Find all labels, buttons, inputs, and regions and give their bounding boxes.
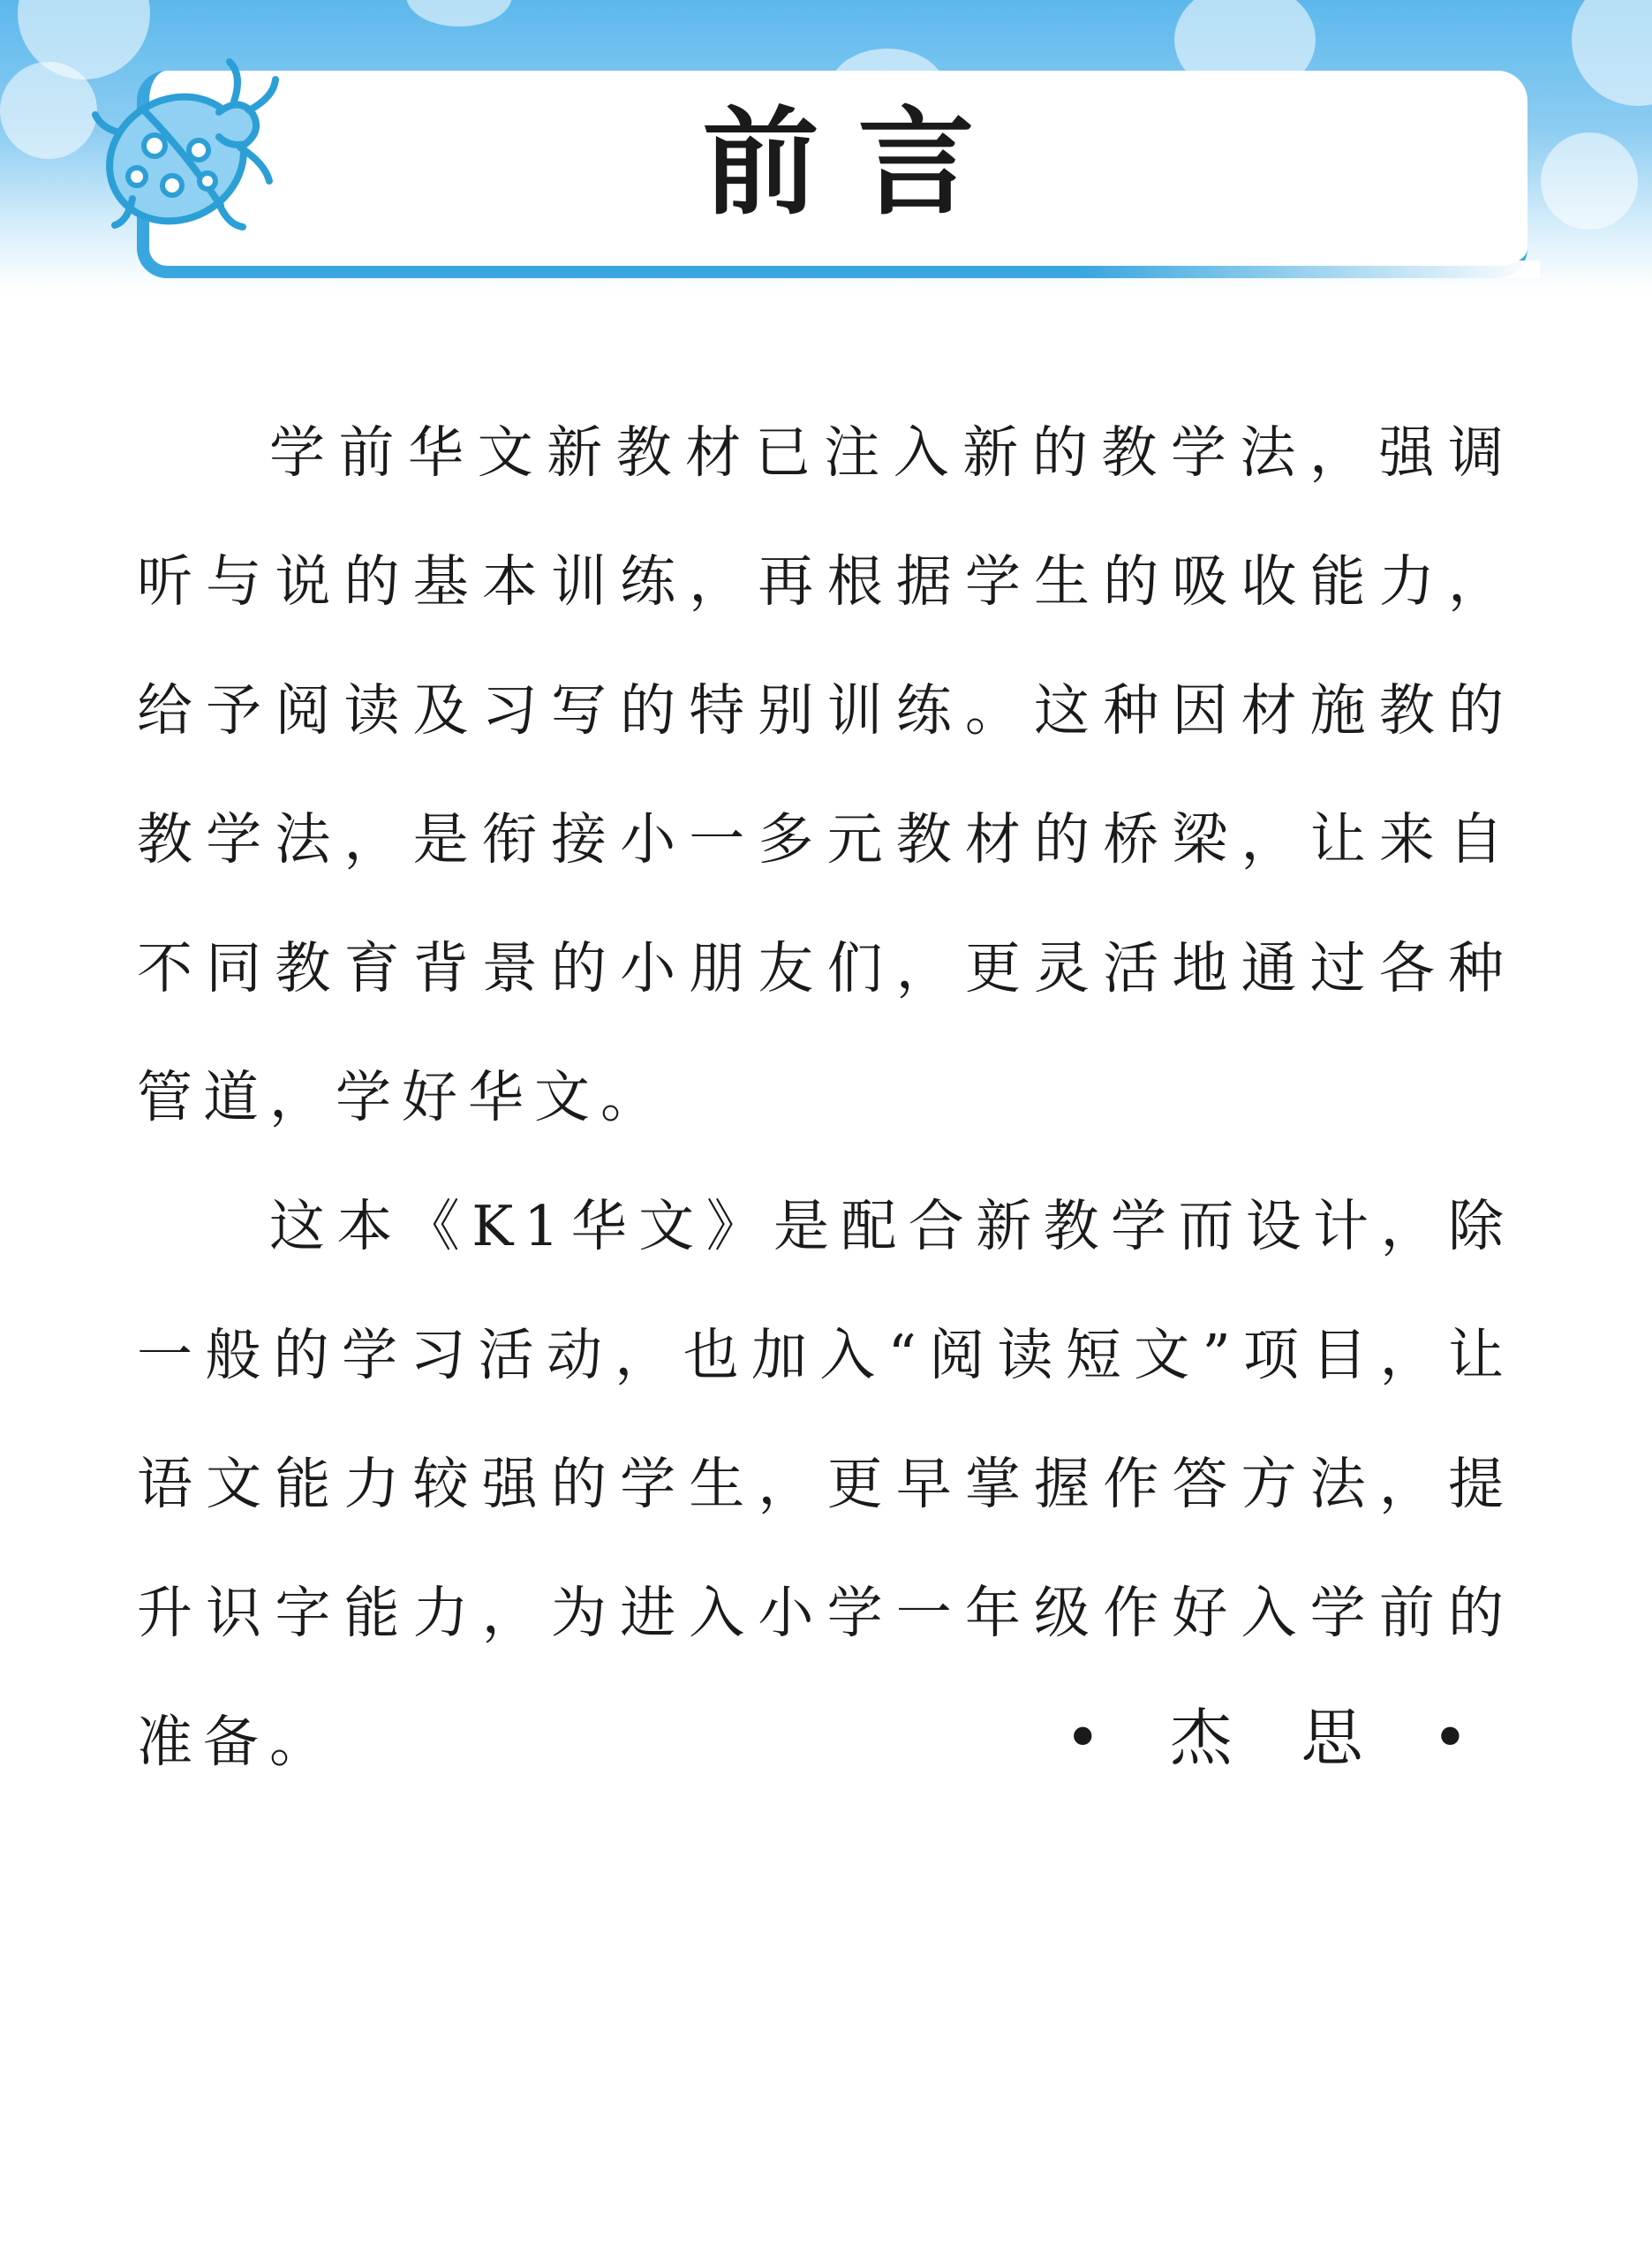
- preface-content: [137, 389, 1514, 1807]
- author-signature: • 杰 思 •: [1064, 1702, 1493, 1774]
- panel-fade: [1081, 261, 1540, 278]
- bubble-decoration: [406, 0, 512, 26]
- page-title: 前言: [702, 95, 1014, 231]
- bubble-decoration: [1572, 0, 1652, 106]
- title-panel: [137, 71, 1528, 278]
- preface-paragraph: 学前华文新教材已注入新的教学法，强调听与说的基本训练，再根据学生的吸收能力，给予阅读及习写的特别训练。这种因材施教的教学法，是衔接小一多元教材的桥梁，让来自不同教育背景的小朋友们，更灵活地通过各种管道，学好华文。: [137, 420, 1514, 1129]
- bubble-decoration: [1541, 132, 1638, 230]
- preface-paragraph: 这本《K1华文》是配合新教学而设计，除一般的学习活动，也加入“阅读短文”项目，让语文能力较强的学生，更早掌握作答方法，提升识字能力，为进入小学一年级作好入学前的准备。: [137, 1194, 1514, 1774]
- ladybug-icon: [88, 49, 283, 234]
- bubble-decoration: [0, 62, 97, 159]
